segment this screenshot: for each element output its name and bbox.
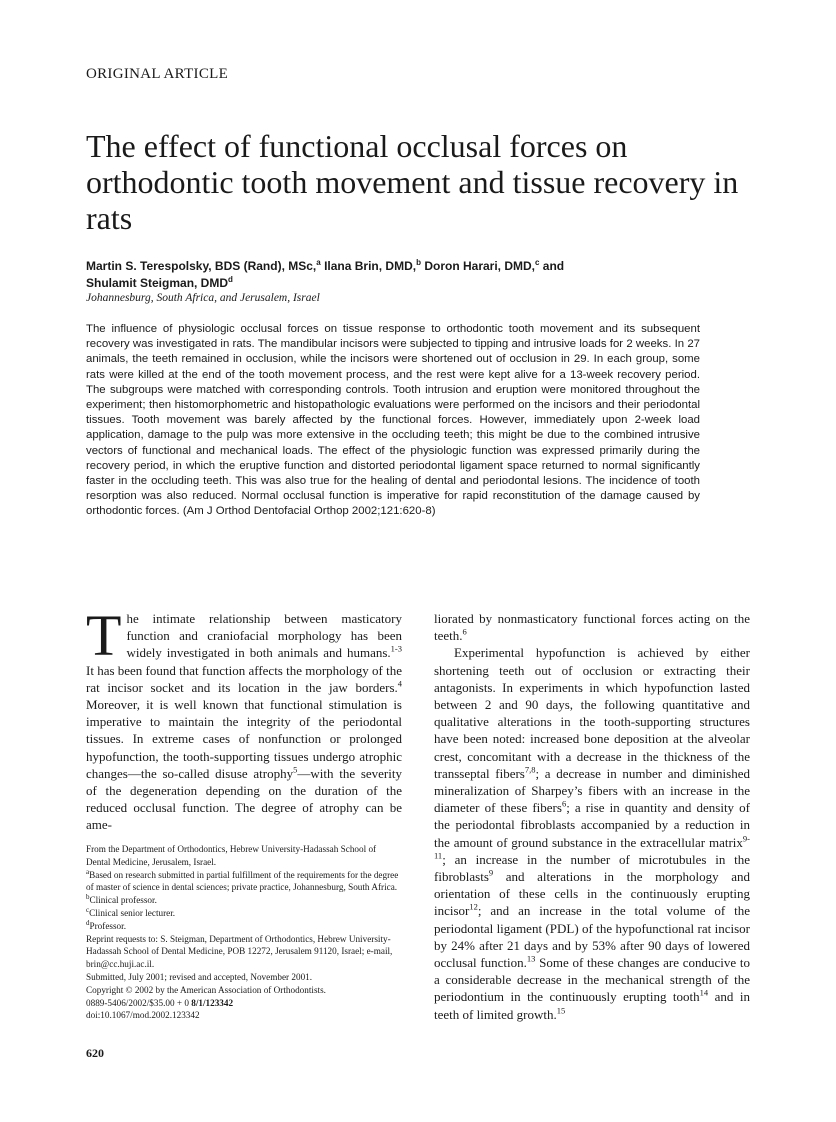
footnote [86, 997, 402, 1010]
text-run: and in teeth of limited growth. [434, 989, 750, 1022]
intro-paragraph [86, 603, 403, 834]
author-affiliation-mark: b [416, 258, 421, 267]
citation-superscript: 7,8 [524, 764, 536, 775]
citation-superscript: 4 [397, 678, 402, 689]
footnote [86, 920, 402, 933]
article-title: The effect of functional occlusal forces on orthodontic tooth movement and tissue recovery in rats [86, 128, 739, 236]
footnote [86, 869, 402, 895]
citation-superscript: d [86, 918, 90, 927]
text-run: Professor. [89, 920, 126, 931]
citation-superscript: b [86, 893, 90, 902]
footnote [86, 894, 402, 907]
text-run: Experimental hypofunction is achieved by either shortening teeth out of occlusion or extracting their antagonists. In experiments in which hypofunction lasted between 2 and 90 days, the following quantitative and qualitative alterations in the tooth-supporting structures have been noted: increased bone deposition at the alveolar crest, concomitant with a decrease in the thickness of the transseptal fibers [434, 645, 750, 781]
text-run: doi:10.1067/mod.2002.123342 [86, 1010, 200, 1021]
text-run: Some of these changes are conducive to a considerable decrease in the mechanical strength of the periodontium in the continuously erupting tooth [434, 955, 750, 1005]
footnote [86, 933, 402, 971]
citation-superscript: c [86, 905, 90, 914]
citation-superscript: 5 [293, 764, 298, 775]
author-affiliation: Johannesburg, South Africa, and Jerusalem, Israel [86, 292, 320, 304]
text-run: Reprint requests to: S. Steigman, Department of Orthodontics, Hebrew University-Hadassah School of Dental Medicine, POB 12272, Jerusalem 91120, Israel; e-mail, brin@cc.huji.ac.il. [86, 933, 393, 970]
citation-superscript: 6 [462, 626, 467, 637]
author-list [86, 258, 726, 292]
author-affiliation-mark: d [228, 275, 233, 284]
author-name: Shulamit Steigman, DMD [86, 276, 229, 290]
text-run: ; a rise in quantity and density of the periodontal fibroblasts accompanied by a reduction in the amount of ground substance in the extracellular matrix [434, 800, 750, 850]
body-paragraph [434, 644, 750, 1022]
text-run: It has been found that function affects the morphology of the rat incisor socket and its location in the jaw borders. [86, 662, 403, 695]
body-paragraph [434, 610, 750, 644]
author-separator: and [539, 259, 565, 273]
footnote [86, 843, 402, 869]
citation-superscript: 12 [469, 902, 478, 913]
drop-cap: T [86, 603, 122, 668]
text-run: —with the severity of the degeneration depending on the duration of the reduced occlusal function. The degree of atrophy can be ame- [86, 765, 402, 833]
text-run: 0889-5406/2002/$35.00 + 0 [86, 997, 192, 1008]
text-run: ; an increase in the number of microtubules in the fibroblasts [434, 851, 750, 885]
page-number: 620 [86, 1046, 104, 1060]
text-run: Clinical senior lecturer. [89, 907, 176, 918]
author-affiliation-mark: a [316, 258, 321, 267]
author-name: Ilana Brin, DMD, [324, 259, 417, 273]
text-run: ; a decrease in number and diminished mineralization of Sharpey’s fibers with an increase in the diameter of these fibers [434, 765, 750, 816]
citation-superscript: 6 [561, 798, 567, 809]
text-run: liorated by nonmasticatory functional forces acting on the teeth. [434, 611, 750, 644]
footnotes [86, 843, 402, 1022]
text-run: ; and an increase in the total volume of the periodontal ligament (PDL) of the hypofunctional rat incisor by 24% after 21 days and by 53% after 90 days of lowered occlusal function. [434, 903, 750, 971]
text-run: Submitted, July 2001; revised and accepted, November 2001. [86, 971, 313, 982]
abstract: The influence of physiologic occlusal forces on tissue response to orthodontic tooth movement and its subsequent recovery was investigated in rats. The mandibular incisors were subjected to tipping and intrusive loads for 2 weeks. In 27 animals, the teeth remained in occlusion, while the incisors were shortened out of occlusion in 29. In each group, some rats were killed at the end of the tooth movement process, and the rest were kept alive for a 13-week recovery period. The subgroups were matched with corresponding controls. Tooth intrusion and eruption were monitored throughout the experiment; then histomorphometric and histopathologic evaluations were performed on the incisors and their periodontal tissues. Tooth movement was barely affected by the functional forces. However, immediately upon 2-week load application, damage to the pulp was more extensive in the occluding teeth; this might be due to the combined intrusive vectors of functional and mechanical loads. The effect of the physiologic function was expressed primarily during the recovery period, in which the eruptive function and distorted periodontal ligament space returned to normal significantly faster in the occluding teeth. This was also true for the healing of dental and periodontal lesions. The incidence of tooth resorption was also reduced. Normal occlusal function is imperative for rapid reconstitution of the damage caused by orthodontic forces. (Am J Orthod Dentofacial Orthop 2002;121:620-8) [86, 323, 700, 518]
text-run: Based on research submitted in partial fulfillment of the requirements for the degree of master of science in dental sciences; private practice, Johannesburg, South Africa. [86, 869, 399, 893]
citation-superscript: 9-11 [434, 833, 750, 861]
body-column-right [434, 610, 750, 1023]
footnote [86, 971, 402, 984]
citation-superscript: 14 [699, 988, 709, 999]
text-run: Moreover, it is well known that functional stimulation is imperative to maintain the integrity of the periodontal tissues. In extreme cases of nonfunction or prolonged hypofunction, the tooth-supporting tissues undergo atrophic changes—the so-called disuse atrophy [86, 697, 402, 781]
footnote [86, 1009, 402, 1022]
text-run: Copyright © 2002 by the American Association of Orthodontists. [86, 984, 326, 995]
citation-superscript: 15 [556, 1005, 566, 1016]
bold-text: 8/1/123342 [191, 997, 234, 1008]
citation-superscript: 1-3 [390, 644, 402, 655]
text-run: he intimate relationship between masticatory function and craniofacial morphology has been widely investigated in both animals and humans. [126, 611, 402, 661]
author-name: Doron Harari, DMD, [424, 259, 536, 273]
citation-superscript: 9 [488, 867, 494, 878]
body-column-left [86, 603, 403, 834]
text-run: and alterations in the morphology and orientation of these cells in the continuously erupting incisor [434, 869, 750, 919]
citation-superscript: a [86, 867, 90, 876]
footnote [86, 907, 402, 920]
section-label: ORIGINAL ARTICLE [86, 66, 229, 82]
text-run: From the Department of Orthodontics, Hebrew University-Hadassah School of Dental Medicine, Jerusalem, Israel. [86, 844, 377, 867]
citation-superscript: 13 [526, 953, 536, 964]
text-run: Clinical professor. [89, 895, 157, 906]
author-affiliation-mark: c [535, 258, 540, 267]
author-name: Martin S. Terespolsky, BDS (Rand), MSc, [86, 259, 317, 273]
footnote [86, 984, 402, 997]
